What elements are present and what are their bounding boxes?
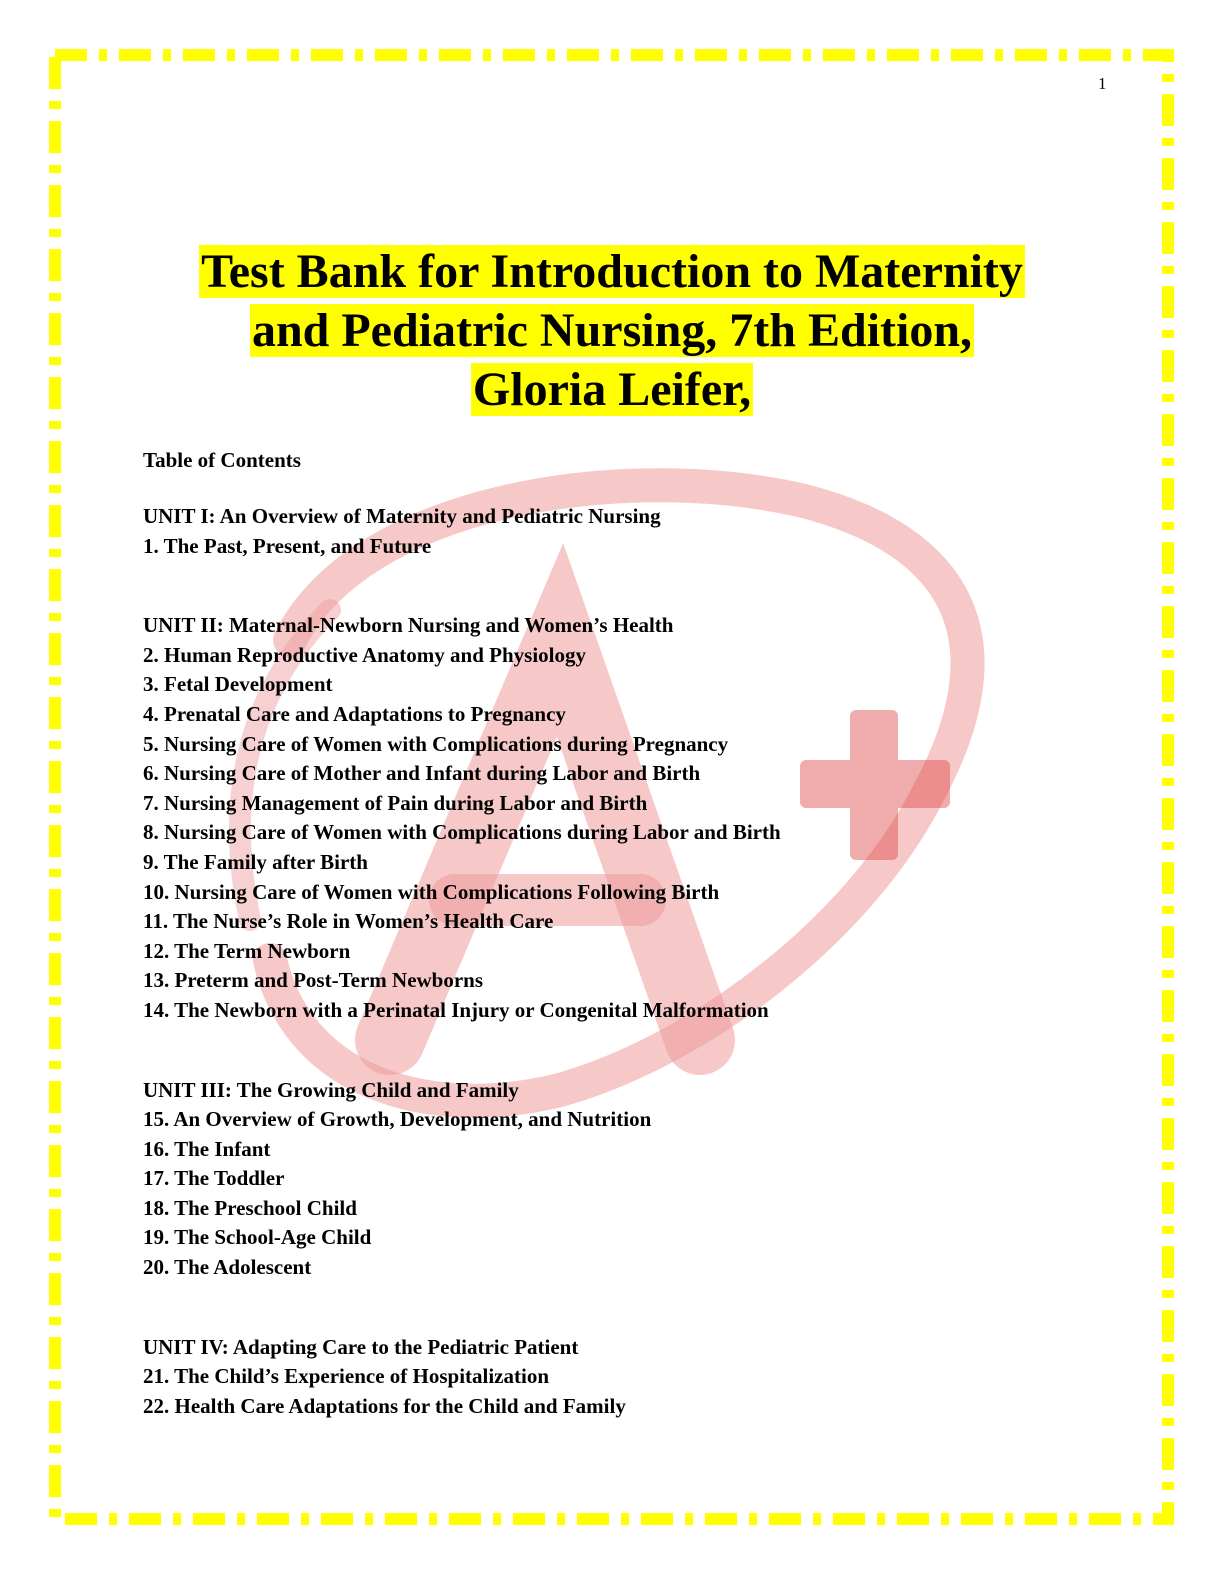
chapter-entry: 13. Preterm and Post-Term Newborns: [143, 968, 484, 993]
chapter-entry: 21. The Child’s Experience of Hospitalization: [143, 1364, 550, 1389]
chapter-entry: 1. The Past, Present, and Future: [143, 533, 432, 558]
page-number: 1: [1098, 74, 1107, 93]
toc-heading: Table of Contents: [143, 448, 301, 472]
chapter-entry: 15. An Overview of Growth, Development, and Nutrition: [143, 1107, 652, 1132]
toc-unit: [143, 502, 1143, 561]
chapter-entry: 14. The Newborn with a Perinatal Injury or Congenital Malformation: [143, 997, 769, 1022]
chapter-entry: 19. The School-Age Child: [143, 1225, 372, 1250]
unit-title: UNIT III: The Growing Child and Family: [143, 1077, 519, 1102]
title-line: and Pediatric Nursing, 7th Edition,: [251, 304, 973, 357]
chapter-entry: 2. Human Reproductive Anatomy and Physiology: [143, 642, 586, 667]
unit-title: UNIT II: Maternal-Newborn Nursing and Women’s Health: [143, 613, 674, 638]
toc-unit: [143, 611, 1143, 1025]
chapter-entry: 5. Nursing Care of Women with Complications during Pregnancy: [143, 731, 729, 756]
chapter-entry: 20. The Adolescent: [143, 1255, 312, 1280]
chapter-entry: 7. Nursing Management of Pain during Labor and Birth: [143, 790, 648, 815]
chapter-entry: 9. The Family after Birth: [143, 849, 368, 874]
title-line: Gloria Leifer,: [472, 363, 752, 416]
toc-unit: [143, 1333, 1143, 1422]
chapter-entry: 22. Health Care Adaptations for the Child and Family: [143, 1393, 626, 1418]
chapter-entry: 4. Prenatal Care and Adaptations to Pregnancy: [143, 701, 566, 726]
chapter-entry: 3. Fetal Development: [143, 672, 333, 697]
toc-unit: [143, 1076, 1143, 1283]
chapter-entry: 18. The Preschool Child: [143, 1195, 357, 1220]
table-of-contents: [143, 446, 1143, 1446]
chapter-entry: 6. Nursing Care of Mother and Infant during Labor and Birth: [143, 761, 701, 786]
chapter-entry: 16. The Infant: [143, 1136, 271, 1161]
chapter-entry: 8. Nursing Care of Women with Complications during Labor and Birth: [143, 820, 781, 845]
unit-title: UNIT I: An Overview of Maternity and Pediatric Nursing: [143, 504, 661, 528]
title-line: Test Bank for Introduction to Maternity: [201, 245, 1023, 298]
document-title: [0, 242, 1224, 419]
chapter-entry: 17. The Toddler: [143, 1166, 285, 1191]
chapter-entry: 11. The Nurse’s Role in Women’s Health Care: [143, 909, 554, 934]
unit-title: UNIT IV: Adapting Care to the Pediatric Patient: [143, 1334, 579, 1359]
chapter-entry: 10. Nursing Care of Women with Complications Following Birth: [143, 879, 720, 904]
chapter-entry: 12. The Term Newborn: [143, 938, 351, 963]
